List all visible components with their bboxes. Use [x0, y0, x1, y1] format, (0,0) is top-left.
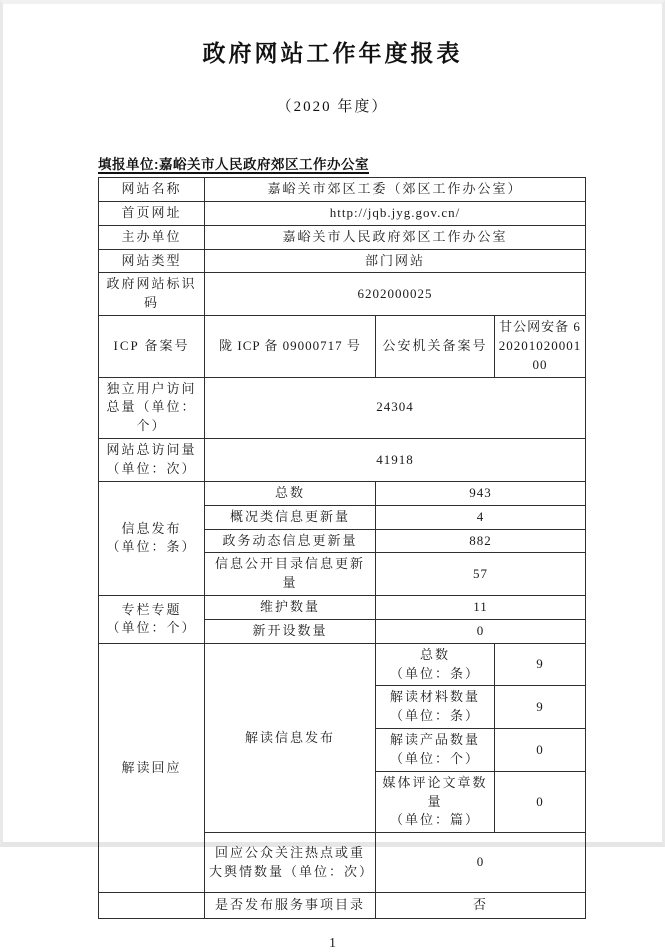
public-concern-label-cell: 回应公众关注热点或重大舆情数量（单位：次） [205, 833, 376, 893]
table-row [99, 201, 586, 225]
info-publish-label: 信息发布 [121, 520, 182, 536]
table-row [99, 377, 586, 439]
homepage-url-label-cell: 首页网址 [99, 201, 205, 225]
info-publish-dynamics-value-cell: 882 [376, 529, 586, 553]
police-filing-label-cell: 公安机关备案号 [376, 316, 495, 378]
organizer-value-cell: 嘉峪关市人民政府郊区工作办公室 [205, 225, 586, 249]
info-publish-directory-label-cell: 信息公开目录信息更新量 [205, 553, 376, 596]
special-columns-new-label-cell: 新开设数量 [205, 619, 376, 643]
special-columns-unit: （单位：个） [106, 620, 197, 636]
reporting-unit-line: 填报单位:嘉峪关市人民政府郊区工作办公室 [98, 157, 369, 172]
total-visits-unit: （单位：次） [106, 460, 197, 476]
interp-products-unit: （单位：个） [389, 750, 480, 766]
info-publish-overview-label-cell: 概况类信息更新量 [205, 505, 376, 529]
info-publish-unit: （单位：条） [106, 539, 197, 555]
interp-media-unit: （单位：篇） [389, 812, 480, 828]
public-concern-value-cell: 0 [376, 833, 586, 893]
homepage-url-value-cell: http://jqb.jyg.gov.cn/ [205, 201, 586, 225]
page-title: 政府网站工作年度报表 [202, 40, 463, 66]
interp-media-label: 媒体评论文章数量 [382, 774, 488, 809]
total-visits-value-cell: 41918 [205, 439, 586, 482]
interp-materials-label-cell [376, 686, 495, 729]
service-directory-value-cell: 否 [376, 893, 586, 919]
info-publish-dynamics-label-cell: 政务动态信息更新量 [205, 529, 376, 553]
interpretation-response-label-cell: 解读回应 [99, 643, 205, 893]
special-columns-maintained-value-cell: 11 [376, 596, 586, 620]
site-code-value-cell: 6202000025 [205, 273, 586, 316]
table-row [99, 225, 586, 249]
special-columns-label-cell [99, 596, 205, 644]
interp-total-label: 总数 [419, 646, 450, 662]
service-directory-label-cell: 是否发布服务事项目录 [205, 893, 376, 919]
site-type-label-cell: 网站类型 [99, 249, 205, 273]
special-columns-maintained-label-cell: 维护数量 [205, 596, 376, 620]
interp-products-label: 解读产品数量 [389, 732, 480, 748]
info-publish-label-cell [99, 481, 205, 595]
page-number: 1 [329, 936, 336, 952]
unique-visitors-value-cell: 24304 [205, 377, 586, 439]
site-type-value-cell: 部门网站 [205, 249, 586, 273]
table-row [99, 316, 586, 378]
interp-total-label-cell [376, 643, 495, 686]
special-columns-new-value-cell: 0 [376, 619, 586, 643]
table-row [99, 596, 586, 620]
info-publish-overview-value-cell: 4 [376, 505, 586, 529]
interp-media-label-cell [376, 771, 495, 833]
site-name-value-cell: 嘉峪关市郊区工委（郊区工作办公室） [205, 178, 586, 202]
interp-materials-value-cell: 9 [495, 686, 586, 729]
table-row [99, 643, 586, 686]
table-row [99, 481, 586, 505]
table-row [99, 178, 586, 202]
table-row [99, 249, 586, 273]
interp-total-unit: （单位：条） [389, 665, 480, 681]
info-publish-directory-value-cell: 57 [376, 553, 586, 596]
total-visits-label-cell [99, 439, 205, 482]
interp-products-label-cell [376, 729, 495, 772]
site-name-label-cell: 网站名称 [99, 178, 205, 202]
interp-materials-label: 解读材料数量 [389, 689, 480, 705]
table-row [99, 893, 586, 919]
interpretation-publish-label-cell: 解读信息发布 [205, 643, 376, 833]
special-columns-label: 专栏专题 [121, 601, 182, 617]
table-row [99, 439, 586, 482]
organizer-label-cell: 主办单位 [99, 225, 205, 249]
info-publish-total-label-cell: 总数 [205, 481, 376, 505]
interp-total-value-cell: 9 [495, 643, 586, 686]
interp-products-value-cell: 0 [495, 729, 586, 772]
info-publish-total-value-cell: 943 [376, 481, 586, 505]
site-code-label-cell: 政府网站标识码 [99, 273, 205, 316]
annual-report-table [98, 177, 586, 919]
report-year-subtitle: （2020 年度） [276, 99, 389, 115]
interp-media-value-cell: 0 [495, 771, 586, 833]
interp-materials-unit: （单位：条） [389, 708, 480, 724]
police-filing-number-cell: 甘公网安备 62020102000100 [495, 316, 586, 378]
icp-number-cell: 陇 ICP 备 09000717 号 [205, 316, 376, 378]
icp-label-cell: ICP 备案号 [99, 316, 205, 378]
total-visits-label: 网站总访问量 [106, 442, 197, 458]
empty-cell [99, 893, 205, 919]
unique-visitors-label-cell: 独立用户访问总量（单位：个） [99, 377, 205, 439]
table-row [99, 273, 586, 316]
